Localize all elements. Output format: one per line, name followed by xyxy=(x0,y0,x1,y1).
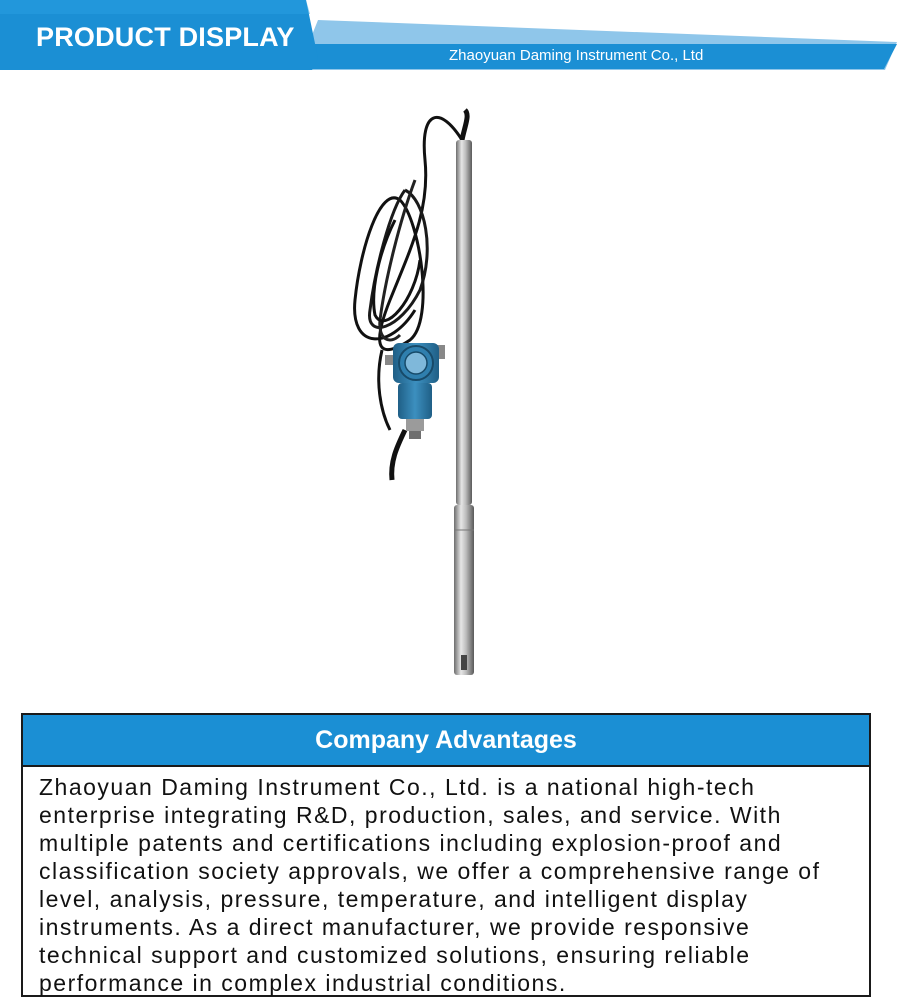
section-header xyxy=(23,715,869,767)
advantages-text: Zhaoyuan Daming Instrument Co., Ltd. is a national high-tech enterprise integrating R&D, production, sales, and service. With multiple patents and certifications including explosion-proof and classification society approvals, we offer a comprehensive range of level, analysis, pressure, temperature, and intelligent display instruments. As a direct manufacturer, we provide responsive technical support and customized solutions, ensuring reliable performance in complex industrial conditions. xyxy=(39,774,821,996)
company-name: Zhaoyuan Daming Instrument Co., Ltd xyxy=(449,47,704,64)
product-photo xyxy=(320,100,520,685)
page-title: PRODUCT DISPLAY xyxy=(36,22,295,52)
submersible-level-transmitter-icon xyxy=(320,100,520,685)
company-advantages-panel xyxy=(21,713,871,997)
header-banner xyxy=(0,0,897,72)
section-title: Company Advantages xyxy=(315,725,577,754)
